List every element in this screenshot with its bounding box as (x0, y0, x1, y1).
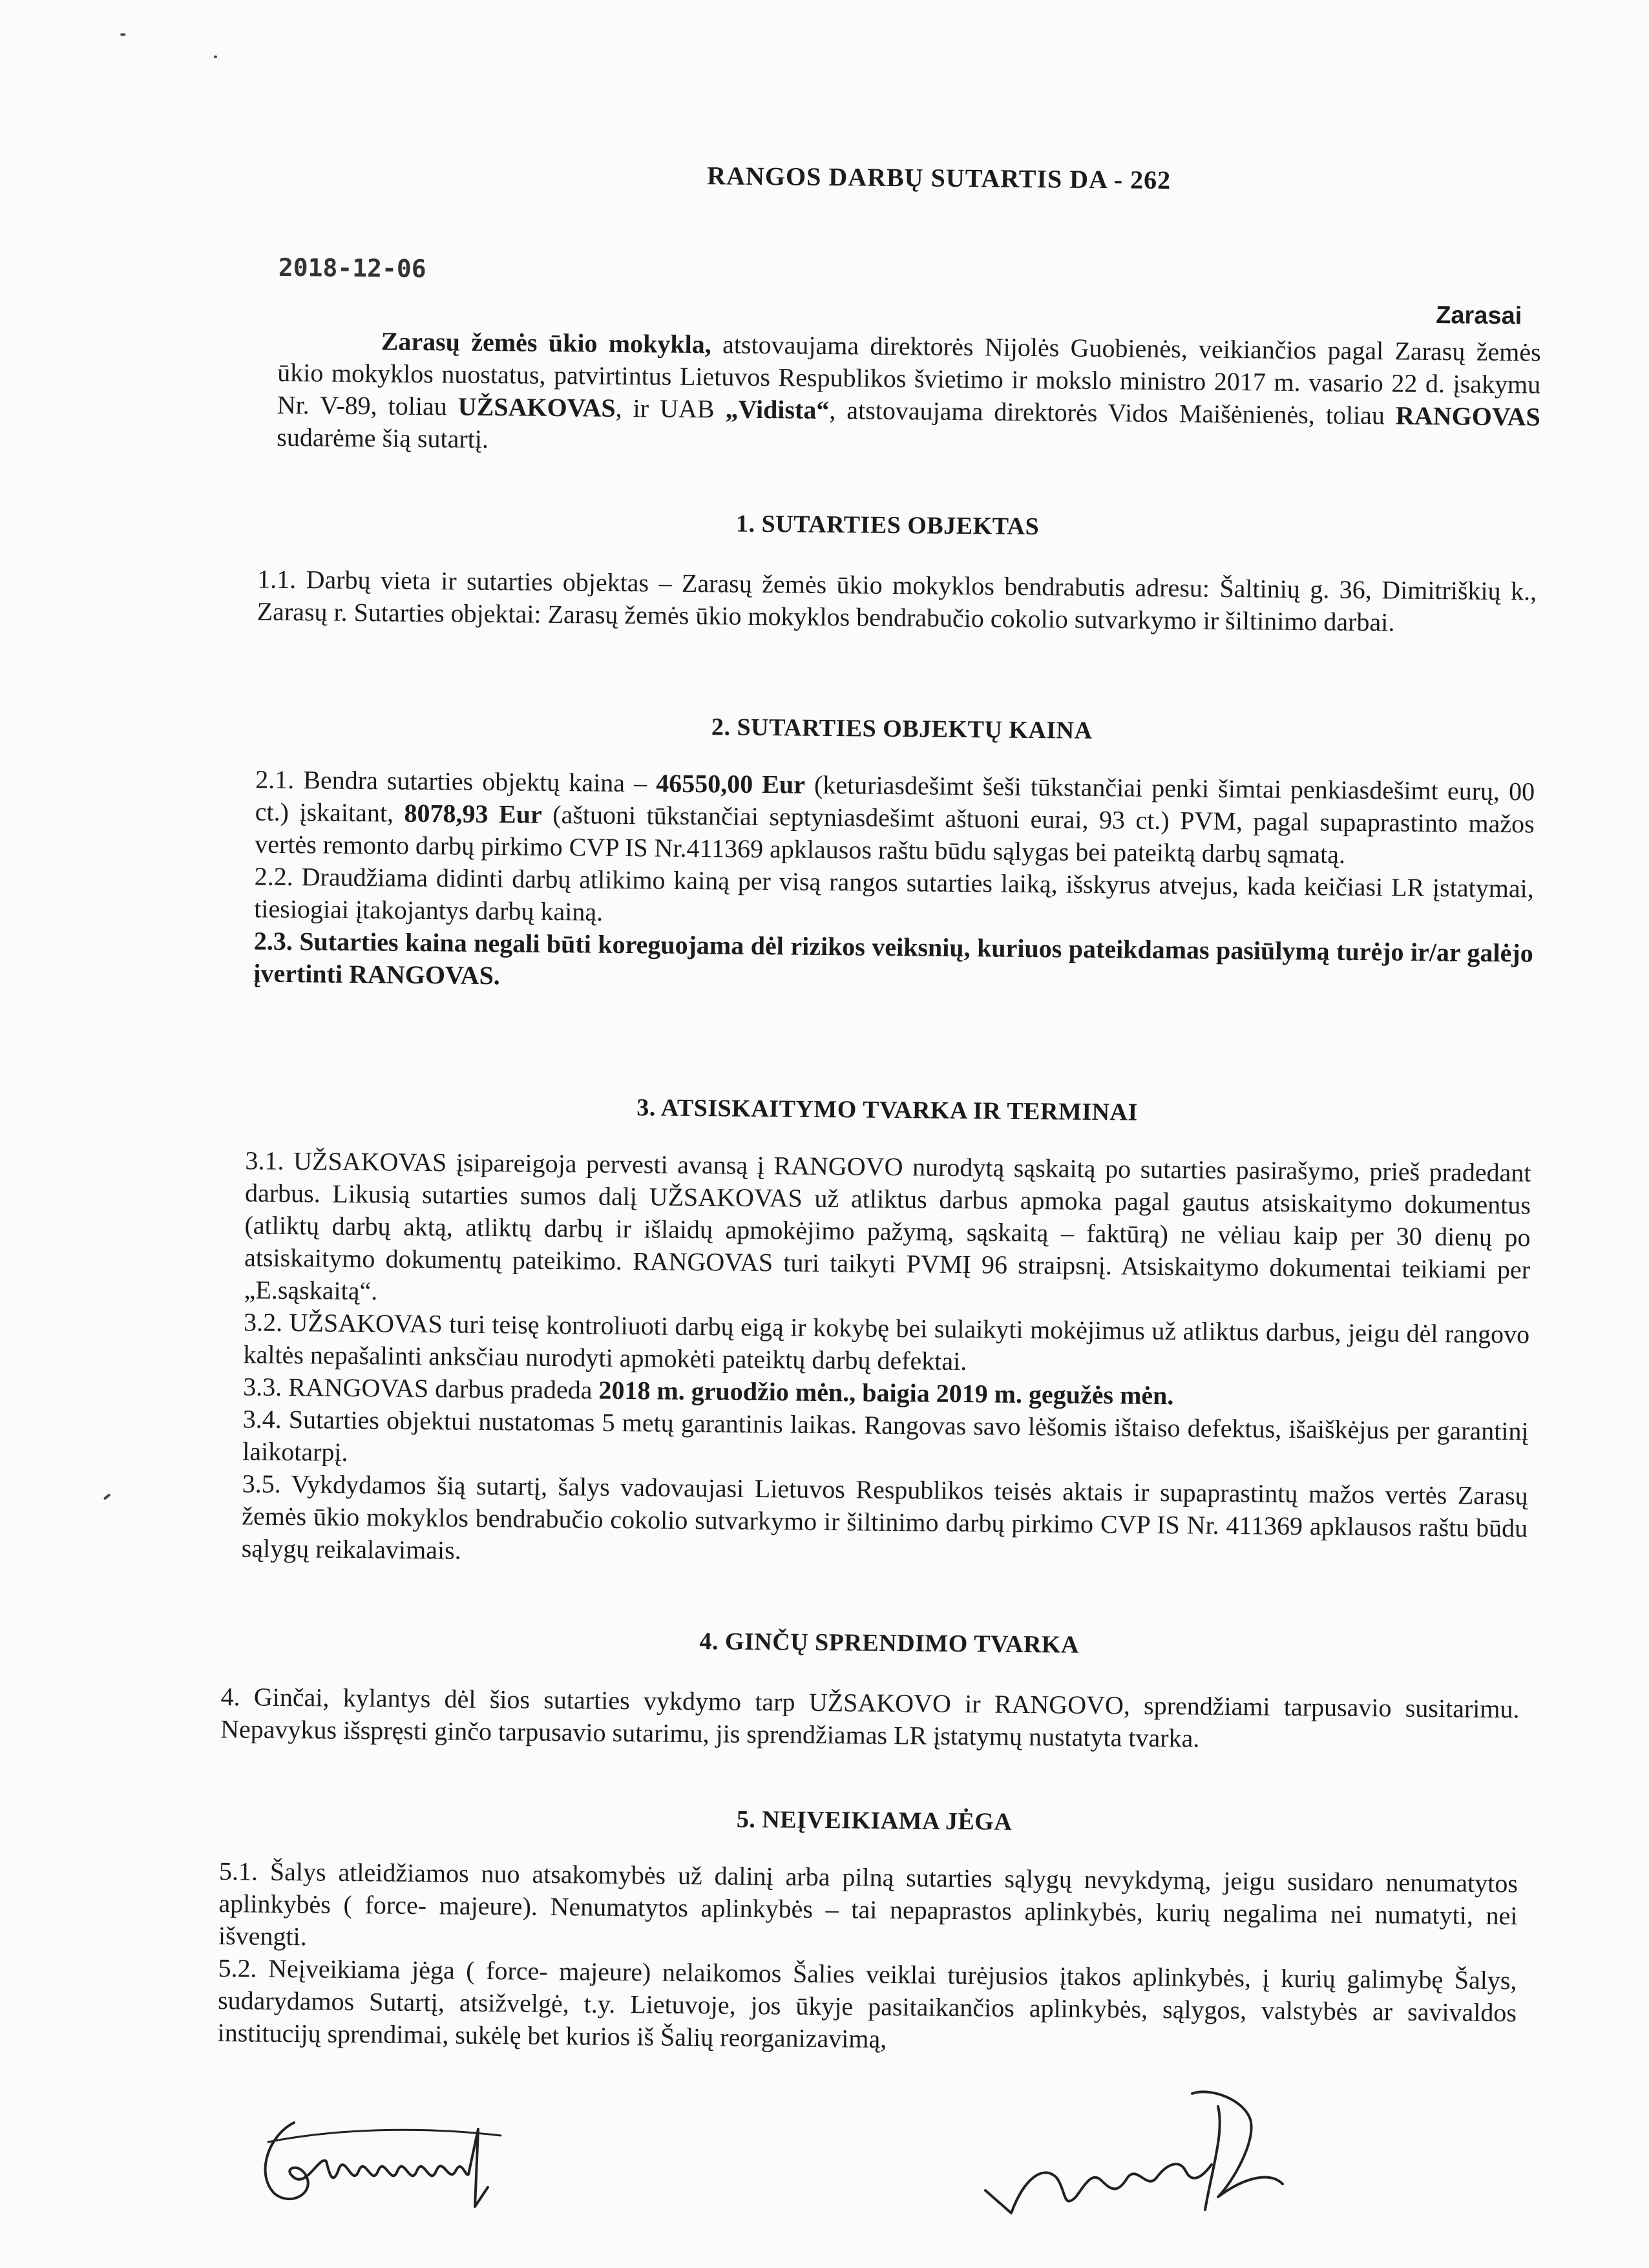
contractor-company: „Vidista“ (725, 394, 830, 425)
clause-3-4: 3.4. Sutarties objektui nustatomas 5 metų garantinis laikas. Rangovas savo lėšomis ištaiso defektus, išaiškėjus per garantinį laikotarpį. (242, 1404, 1529, 1467)
document-city: Zarasai (1436, 302, 1522, 330)
contractor-label: RANGOVAS (1395, 401, 1540, 432)
section-1-heading: 1. SUTARTIES OBJEKTAS (735, 510, 1040, 541)
customer-label: UŽSAKOVAS (457, 392, 616, 423)
intro-paragraph (277, 324, 1541, 466)
clause-1-1: 1.1. Darbų vieta ir sutarties objektas – Zarasų žemės ūkio mokyklos bendrabutis adresu: Šaltinių g. 36, Dimitriškių k., Zarasų r. Sutarties objektai: Zarasų žemės ūkio mokyklos bendrabučio cokolio sutvarkymo ir šiltinimo darbai. (257, 564, 1537, 637)
party-customer-name: Zarasų žemės ūkio mokykla, (381, 326, 711, 359)
scan-speck (103, 1493, 111, 1500)
section-5-heading: 5. NEĮVEIKIAMA JĖGA (736, 1805, 1013, 1836)
clause-3-3-text: 3.3. RANGOVAS darbus pradeda (242, 1372, 599, 1405)
clause-4: 4. Ginčai, kylantys dėl šios sutarties vykdymo tarp UŽSAKOVO ir RANGOVO, sprendžiami tarpusavio susitarimu. Nepavykus išspręsti ginčo tarpusavio sutarimu, jis sprendžiamas LR įstatymų nustatyta tvarka. (220, 1682, 1520, 1753)
intro-text-4: sudarėme šią sutartį. (277, 422, 489, 454)
intro-text-1: atstovaujama direktorės Nijolės Guobienės, veikiančios pagal Zarasų žemės ūkio mokyklos nuostatus, patvirtintus Lietuvos Respublikos švietimo ir mokslo ministro 2017 m. vasario 22 d. įsakymu Nr. V-89, toliau (277, 330, 1541, 421)
clause-2-1-text-c: (aštuoni tūkstančiai septyniasdešimt aštuoni eurai, 93 ct.) PVM, pagal supaprastinto mažos vertės remonto darbų pirkimo CVP IS Nr.411369 apklausos raštu būdu sąlygas bei pateiktą darbų sąmatą. (255, 799, 1535, 869)
clause-5-1: 5.1. Šalys atleidžiamos nuo atsakomybės už dalinį arba pilną sutarties sąlygų nevykdymą, jeigu susidaro nenumatytos aplinkybės ( force- majeure). Nenumatytos aplinkybės – tai nepaprastos aplinkybės, kurių negalima nei numatyti, nei išvengti. (218, 1856, 1518, 1951)
customer-signature (255, 2116, 514, 2213)
scan-speck (120, 33, 125, 36)
contractor-signature (972, 2081, 1308, 2229)
intro-text-2: , ir UAB (615, 393, 726, 424)
clause-3-2: 3.2. UŽSAKOVAS turi teisę kontroliuoti darbų eigą ir kokybę bei sulaikyti mokėjimus už atliktus darbus, jeigu dėl rangovo kaltės nepašalinti anksčiau nurodyti apmokėti pateiktų darbų defektai. (243, 1307, 1530, 1376)
clause-5-2: 5.2. Neįveikiama jėga ( force- majeure) nelaikomos Šalies veiklai turėjusios įtakos aplinkybės, į kurių galimybę Šalys, sudarydamos Sutartį, atsižvelgė, t.y. Lietuvoje, jos ūkyje pasitaikančios aplinkybės, sąlygos, valstybės ar savivaldos institucijų sprendimai, sukėlę bet kurios iš Šalių reorganizavimą, (217, 1953, 1517, 2053)
section-1-body (257, 563, 1537, 640)
section-4-body (220, 1681, 1520, 1758)
document-date: 2018-12-06 (278, 253, 426, 284)
document-title: RANGOS DARBŲ SUTARTIS DA - 262 (707, 161, 1171, 195)
section-4-heading: 4. GINČŲ SPRENDIMO TVARKA (699, 1628, 1080, 1659)
clause-2-2: 2.2. Draudžiama didinti darbų atlikimo kainą per visą rangos sutarties laiką, išskyrus atvejus, kada keičiasi LR įstatymai, tiesiogiai įtakojantys darbų kainą. (254, 861, 1534, 927)
intro-text-3: , atstovaujama direktorės Vidos Maišėnienės, toliau (829, 395, 1396, 430)
total-price: 46550,00 Eur (655, 768, 806, 799)
clause-2-3: 2.3. Sutarties kaina negali būti koreguojama dėl rizikos veiksnių, kuriuos pateikdamas pasiūlymą turėjo ir/ar galėjo įvertinti RANGOVAS. (253, 926, 1533, 991)
section-2-body (253, 764, 1535, 1002)
clause-3-1: 3.1. UŽSAKOVAS įsipareigoja pervesti avansą į RANGOVO nurodytą sąskaitą po sutarties pasirašymo, prieš pradedant darbus. Likusią sutarties sumos dalį UŽSAKOVAS už atliktus darbus apmoka pagal gautus atsiskaitymo dokumentus (atliktų darbų aktą, atliktų darbų ir išlaidų apmokėjimo pažymą, sąskaitą – faktūrą) ne vėliau kaip per 30 dienų po atsiskaitymo dokumentų pateikimo. RANGOVAS turi taikyti PVMĮ 96 straipsnį. Atsiskaitymo dokumentai teikiami per „E.sąskaitą“. (244, 1146, 1531, 1306)
section-3-heading: 3. ATSISKAITYMO TVARKA IR TERMINAI (636, 1094, 1138, 1126)
scan-speck (214, 56, 217, 58)
clause-3-5: 3.5. Vykdydamos šią sutartį, šalys vadovaujasi Lietuvos Respublikos teisės aktais ir supaprastintų mažos vertės Zarasų žemės ūkio mokyklos bendrabučio cokolio sutvarkymo ir šiltinimo darbų pirkimo CVP IS Nr. 411369 apklausos raštu būdu sąlygų reikalavimais. (241, 1469, 1528, 1565)
section-2-heading: 2. SUTARTIES OBJEKTŲ KAINA (711, 713, 1093, 744)
work-schedule: 2018 m. gruodžio mėn., baigia 2019 m. gegužės mėn. (598, 1375, 1174, 1411)
clause-2-1-text-a: 2.1. Bendra sutarties objektų kaina – (255, 764, 656, 798)
clause-2-1 (255, 764, 1535, 873)
vat-amount: 8078,93 Eur (404, 798, 542, 829)
clause-2-1-text-b: (keturiasdešimt šeši tūkstančiai penki šimtai penkiasdešimt eurų, 00 ct.) įskaitant, (255, 770, 1535, 828)
section-5-body (217, 1855, 1518, 2061)
section-3-body (242, 1144, 1531, 1577)
